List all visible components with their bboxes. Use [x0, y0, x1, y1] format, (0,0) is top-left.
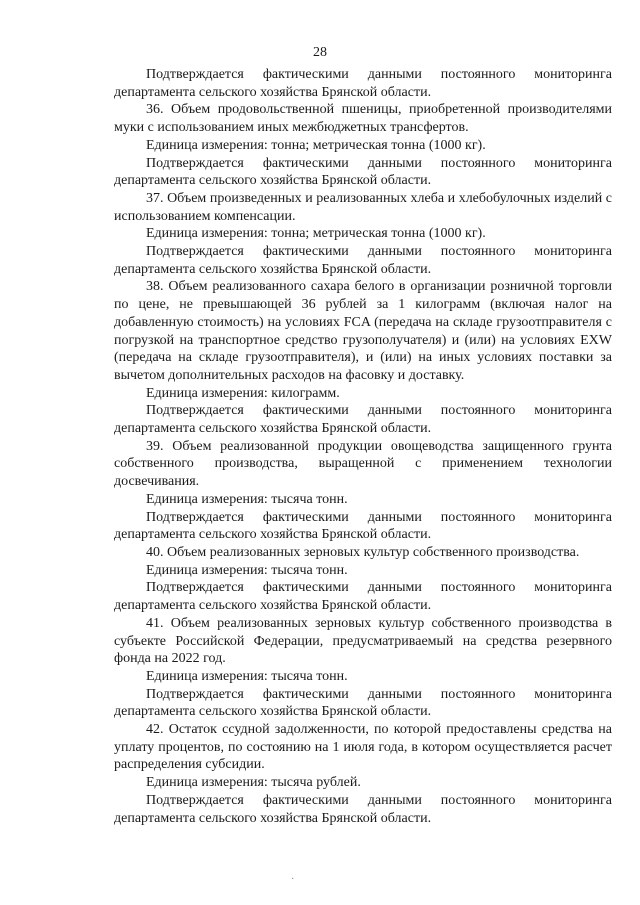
paragraph: Единица измерения: тысяча тонн. — [146, 491, 348, 507]
scan-mark: · — [291, 874, 295, 885]
paragraph: Подтверждается фактическими данными постоянного мониторинга департамента сельского хозяйства Брянской области. — [114, 792, 612, 826]
paragraph: Подтверждается фактическими данными постоянного мониторинга департамента сельского хозяйства Брянской области. — [114, 155, 612, 189]
paragraph: Подтверждается фактическими данными постоянного мониторинга департамента сельского хозяйства Брянской области. — [114, 244, 612, 277]
paragraph: Единица измерения: тонна; метрическая тонна (1000 кг). — [146, 226, 486, 242]
paragraph: Единица измерения: тысяча рублей. — [146, 775, 361, 791]
paragraph: Подтверждается фактическими данными постоянного мониторинга департамента сельского хозяйства Брянской области. — [114, 509, 612, 543]
paragraph: 37. Объем произведенных и реализованных хлеба и хлебобулочных изделий с использованием компенсации. — [114, 190, 612, 224]
page-number: 28 — [313, 45, 327, 60]
document-body — [114, 66, 612, 827]
paragraph: Единица измерения: тысяча тонн. — [146, 562, 348, 578]
paragraph: 40. Объем реализованных зерновых культур собственного производства. — [146, 544, 580, 560]
paragraph: 39. Объем реализованной продукции овощеводства защищенного грунта собственного производства, выращенной с применением технологии досвечивания. — [114, 438, 612, 490]
paragraph: 38. Объем реализованного сахара белого в организации розничной торговли по цене, не превышающей 36 рублей за 1 килограмм (включая налог на добавленную стоимость) на условиях FCA (передача на складе грузоотправителя с погрузкой на транспортное средство грузополучателя) и (или) на условиях EXW (передача на складе грузоотправителя), и (или) на иных условиях поставки за вычетом дополнительных расходов на фасовку и доставку. — [114, 279, 612, 383]
paragraph: Единица измерения: тысяча тонн. — [146, 668, 348, 684]
paragraph: Подтверждается фактическими данными постоянного мониторинга департамента сельского хозяйства Брянской области. — [114, 403, 612, 437]
paragraph: Единица измерения: килограмм. — [146, 385, 340, 401]
paragraph: 36. Объем продовольственной пшеницы, приобретенной производителями муки с использованием иных межбюджетных трансфертов. — [114, 102, 612, 136]
paragraph: Подтверждается фактическими данными постоянного мониторинга департамента сельского хозяйства Брянской области. — [114, 580, 612, 614]
paragraph: Подтверждается фактическими данными постоянного мониторинга департамента сельского хозяйства Брянской области. — [114, 686, 612, 720]
paragraph: 42. Остаток ссудной задолженности, по которой предоставлены средства на уплату процентов, по состоянию на 1 июля года, в котором осуществляется расчет распределения субсидии. — [114, 722, 612, 773]
paragraph: Единица измерения: тонна; метрическая тонна (1000 кг). — [146, 137, 486, 153]
paragraph: 41. Объем реализованных зерновых культур собственного производства в субъекте Российской Федерации, предусматриваемый на средства резервного фонда на 2022 год. — [114, 615, 612, 667]
paragraph: Подтверждается фактическими данными постоянного мониторинга департамента сельского хозяйства Брянской области. — [114, 67, 612, 100]
